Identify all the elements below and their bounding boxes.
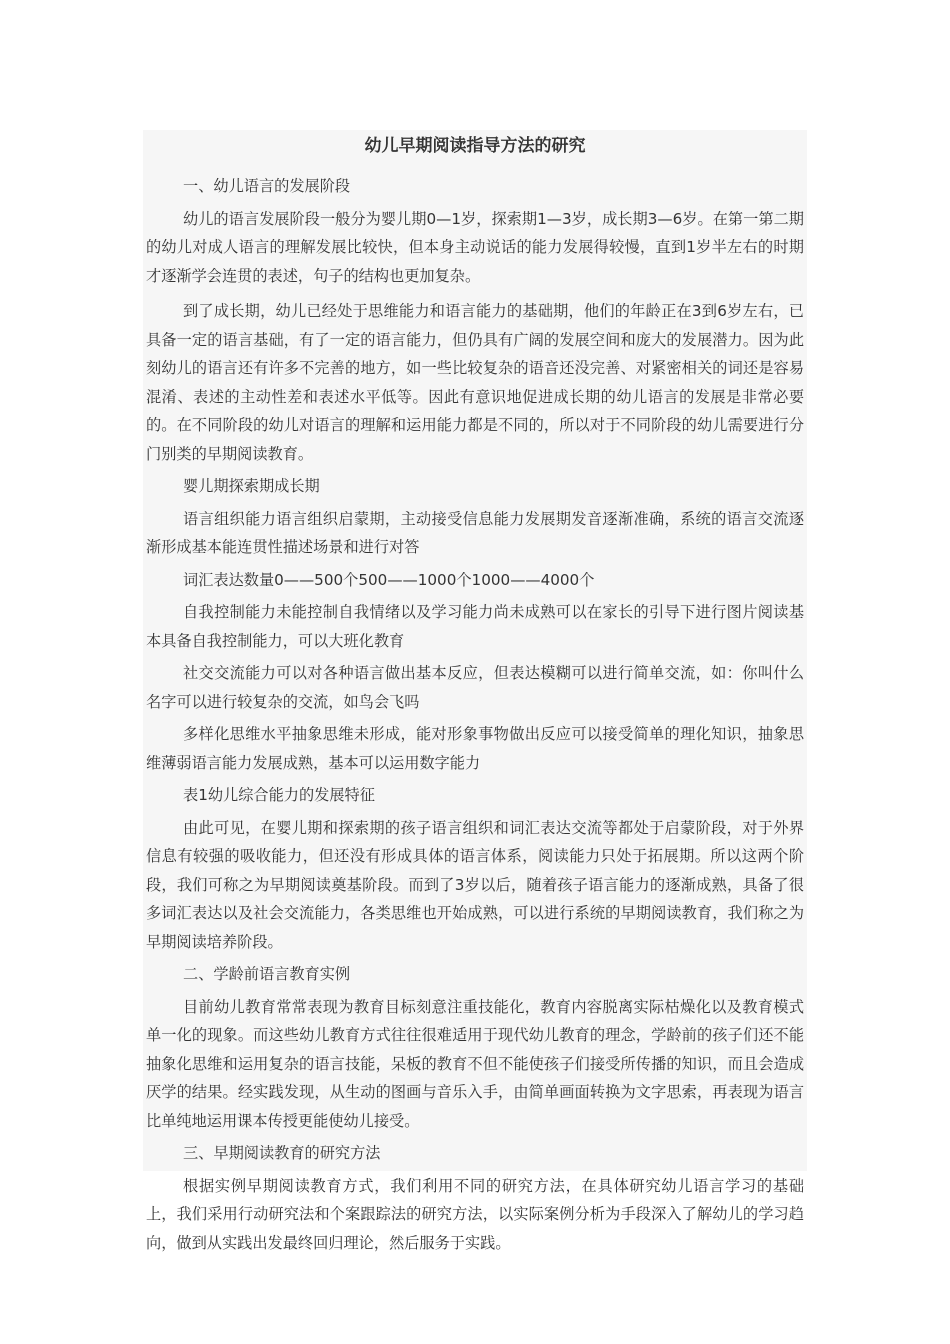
section-heading-3: 三、早期阅读教育的研究方法 [183,1144,381,1162]
document-title: 幼儿早期阅读指导方法的研究 [364,136,586,156]
paragraph: 到了成长期，幼儿已经处于思维能力和语言能力的基础期，他们的年龄正在3到6岁左右，已具备一定的语言基础，有了一定的语言能力，但仍具有广阔的发展空间和庞大的发展潜力。因为此刻幼儿的语言还有许多不完善的地方，如一些比较复杂的语音还没完善、对紧密相关的词还是容易混淆、表述的主动性差和表述水平低等。因此有意识地促进成长期的幼儿语言的发展是非常必要的。在不同阶段的幼儿对语言的理解和运用能力都是不同的，所以对于不同阶段的幼儿需要进行分门别类的早期阅读教育。 [146,302,804,463]
paragraph: 由此可见，在婴儿期和探索期的孩子语言组织和词汇表达交流等都处于启蒙阶段，对于外界信息有较强的吸收能力，但还没有形成具体的语言体系，阅读能力只处于拓展期。所以这两个阶段，我们可称之为早期阅读奠基阶段。而到了3岁以后，随着孩子语言能力的逐渐成熟，具备了很多词汇表达以及社会交流能力，各类思维也开始成熟，可以进行系统的早期阅读教育，我们称之为早期阅读培养阶段。 [146,818,804,951]
table-row-line: 词汇表达数量0——500个500——1000个1000——4000个 [183,570,595,589]
table-row-line: 社交交流能力可以对各种语言做出基本反应，但表达模糊可以进行简单交流，如：你叫什么名字可以进行较复杂的交流，如鸟会飞吗 [146,664,804,711]
section-heading-2: 二、学龄前语言教育实例 [183,965,351,983]
table-header-line: 婴儿期探索期成长期 [183,477,320,495]
document-body [143,172,807,1257]
paragraph: 幼儿的语言发展阶段一般分为婴儿期0—1岁，探索期1—3岁，成长期3—6岁。在第一第二期的幼儿对成人语言的理解发展比较快，但本身主动说话的能力发展得较慢，直到1岁半左右的时期才逐渐学会连贯的表述，句子的结构也更加复杂。 [146,209,804,285]
table-caption: 表1幼儿综合能力的发展特征 [183,786,375,804]
table-row-line: 多样化思维水平抽象思维未形成，能对形象事物做出反应可以接受简单的理化知识，抽象思维薄弱语言能力发展成熟，基本可以运用数字能力 [146,725,804,772]
paragraph: 目前幼儿教育常常表现为教育目标刻意注重技能化，教育内容脱离实际枯燥化以及教育模式单一化的现象。而这些幼儿教育方式往往很难适用于现代幼儿教育的理念，学龄前的孩子们还不能抽象化思维和运用复杂的语言技能，呆板的教育不但不能使孩子们接受所传播的知识，而且会造成厌学的结果。经实践发现，从生动的图画与音乐入手，由简单画面转换为文字思索，再表现为语言比单纯地运用课本传授更能使幼儿接受。 [146,997,804,1130]
table-row-line: 语言组织能力语言组织启蒙期，主动接受信息能力发展期发音逐渐准确，系统的语言交流逐渐形成基本能连贯性描述场景和进行对答 [146,509,804,556]
section-heading-1: 一、幼儿语言的发展阶段 [183,177,351,195]
paragraph: 根据实例早期阅读教育方式，我们利用不同的研究方法，在具体研究幼儿语言学习的基础上，我们采用行动研究法和个案跟踪法的研究方法，以实际案例分析为手段深入了解幼儿的学习趋向，做到从实践出发最终回归理论，然后服务于实践。 [146,1176,804,1252]
table-row-line: 自我控制能力未能控制自我情绪以及学习能力尚未成熟可以在家长的引导下进行图片阅读基本具备自我控制能力，可以大班化教育 [146,603,804,650]
document-page [143,130,807,1252]
